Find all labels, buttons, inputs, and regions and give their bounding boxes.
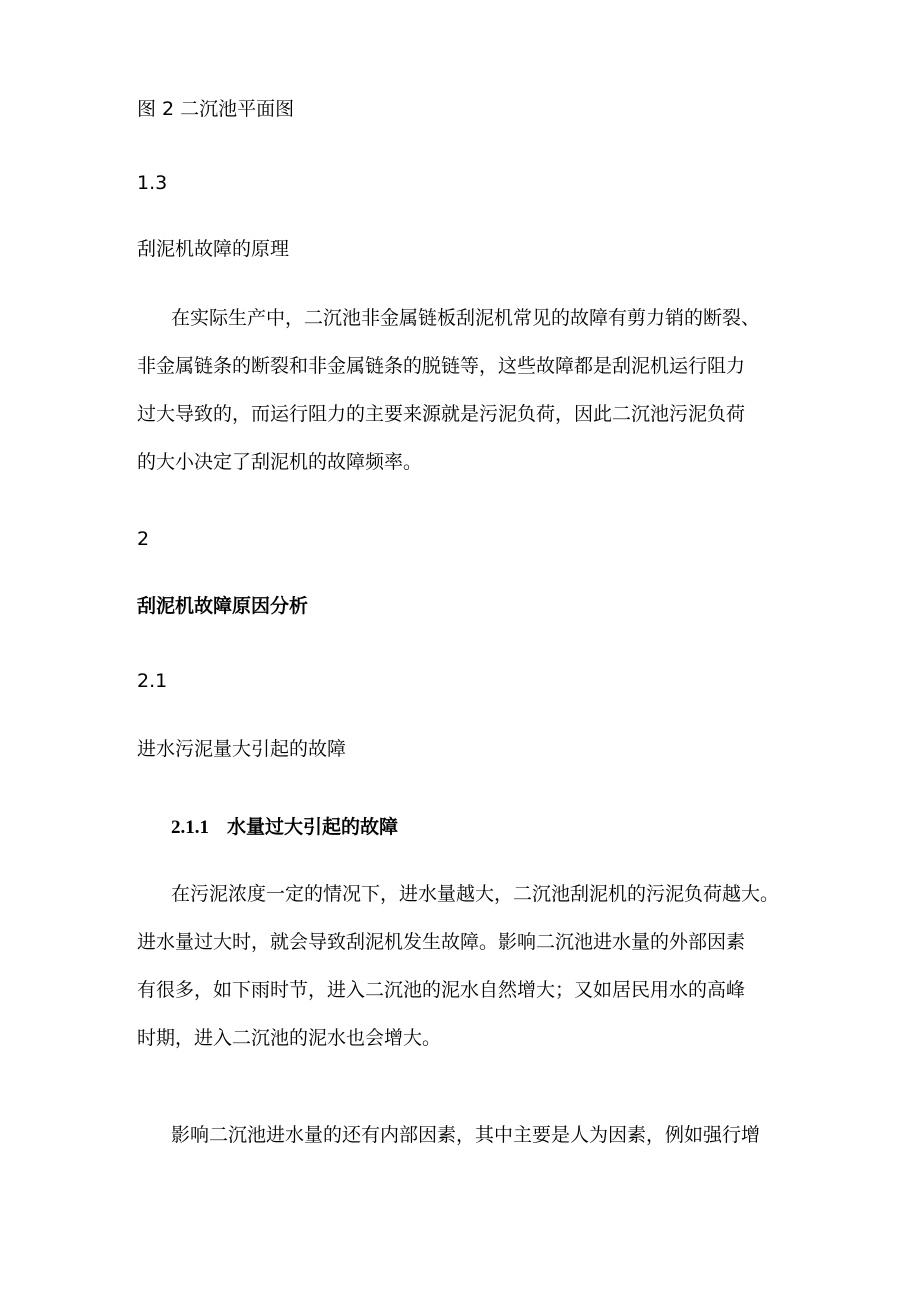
paragraph-line: 有很多，如下雨时节，进入二沉池的泥水自然增大；又如居民用水的高峰 bbox=[137, 979, 746, 1001]
section-number-2: 2 bbox=[137, 528, 150, 550]
subsection-heading-2-1-1 bbox=[171, 815, 398, 840]
paragraph-line: 的大小决定了刮泥机的故障频率。 bbox=[137, 451, 423, 473]
section-number-1-3: 1.3 bbox=[137, 172, 168, 194]
section-title-2-1: 进水污泥量大引起的故障 bbox=[137, 738, 347, 760]
paragraph-line: 时期，进入二沉池的泥水也会增大。 bbox=[137, 1027, 442, 1049]
paragraph-line: 影响二沉池进水量的还有内部因素，其中主要是人为因素，例如强行增 bbox=[171, 1124, 761, 1146]
figure-caption: 图 2 二沉池平面图 bbox=[137, 98, 295, 120]
paragraph-line: 非金属链条的断裂和非金属链条的脱链等，这些故障都是刮泥机运行阻力 bbox=[137, 355, 746, 377]
paragraph-line: 进水量过大时，就会导致刮泥机发生故障。影响二沉池进水量的外部因素 bbox=[137, 931, 746, 953]
subsection-title: 水量过大引起的故障 bbox=[227, 816, 399, 838]
section-number-2-1: 2.1 bbox=[137, 670, 168, 692]
paragraph-line: 在污泥浓度一定的情况下，进水量越大，二沉池刮泥机的污泥负荷越大。 bbox=[171, 883, 780, 905]
paragraph-line: 在实际生产中，二沉池非金属链板刮泥机常见的故障有剪力销的断裂、 bbox=[171, 307, 761, 329]
section-title-1-3: 刮泥机故障的原理 bbox=[137, 238, 290, 260]
section-title-2: 刮泥机故障原因分析 bbox=[137, 595, 309, 617]
paragraph-line: 过大导致的，而运行阻力的主要来源就是污泥负荷，因此二沉池污泥负荷 bbox=[137, 403, 746, 425]
subsection-number: 2.1.1 bbox=[171, 817, 209, 838]
